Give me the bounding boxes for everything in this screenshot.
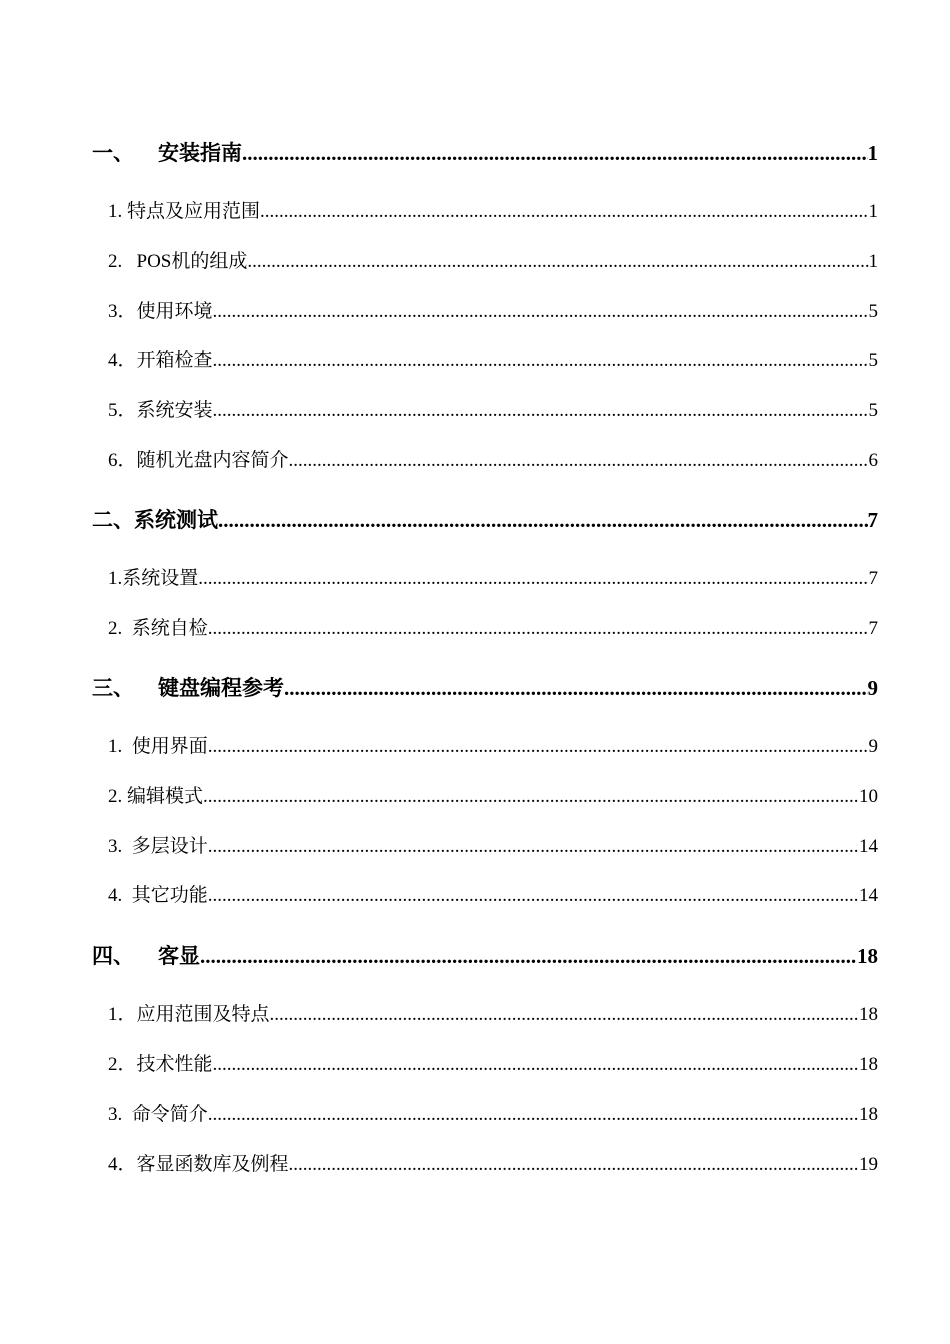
toc-page-number: 7 <box>867 508 878 532</box>
toc-item[interactable] <box>92 831 878 861</box>
toc-page-number: 5 <box>868 350 878 371</box>
toc-number: 5． <box>108 400 137 421</box>
toc-section-4[interactable] <box>92 940 878 970</box>
toc-item[interactable] <box>92 445 878 475</box>
dot-leader <box>213 400 869 422</box>
toc-item[interactable] <box>92 196 878 226</box>
toc-number: 3． <box>108 301 137 322</box>
toc-number: 四、 <box>92 944 134 968</box>
toc-title: 随机光盘内容简介 <box>136 450 289 471</box>
dot-leader <box>289 450 869 472</box>
toc-number: 2. <box>108 786 127 807</box>
toc-title: 技术性能 <box>136 1054 213 1075</box>
dot-leader <box>247 251 868 273</box>
dot-leader <box>218 508 868 533</box>
toc-number: 3. <box>108 836 132 857</box>
dot-leader <box>208 618 869 640</box>
toc-title: 系统自检 <box>131 618 208 639</box>
toc-item[interactable] <box>92 1099 878 1129</box>
toc-section-2[interactable] <box>92 504 878 534</box>
toc-title: 编辑模式 <box>127 786 204 807</box>
toc-title: 使用界面 <box>131 736 208 757</box>
toc-number: 3. <box>108 1104 132 1125</box>
toc-page-number: 5 <box>868 301 878 322</box>
toc-number: 4． <box>108 1154 137 1175</box>
toc-item[interactable] <box>92 613 878 643</box>
toc-page-number: 18 <box>859 1054 878 1075</box>
dot-leader <box>213 1054 859 1076</box>
dot-leader <box>213 301 869 323</box>
dot-leader <box>242 141 868 166</box>
toc-number: 1. <box>108 736 132 757</box>
toc-page-number: 14 <box>859 836 878 857</box>
toc-number: 1. <box>108 201 127 222</box>
toc-item[interactable] <box>92 395 878 425</box>
dot-leader <box>270 1004 859 1026</box>
toc-item[interactable] <box>92 880 878 910</box>
toc-title: 开箱检查 <box>136 350 213 371</box>
toc-title: 命令简介 <box>131 1104 208 1125</box>
toc-page-number: 18 <box>857 944 878 968</box>
toc-number: 1． <box>108 1004 137 1025</box>
toc-page-number: 7 <box>868 618 878 639</box>
dot-leader <box>208 736 869 758</box>
toc-title: 客显函数库及例程 <box>136 1154 289 1175</box>
toc-title: 应用范围及特点 <box>136 1004 270 1025</box>
toc-title: 其它功能 <box>131 885 208 906</box>
dot-leader <box>203 786 859 808</box>
toc-title: 多层设计 <box>131 836 208 857</box>
dot-leader <box>200 944 857 969</box>
toc-number: 2． <box>108 1054 137 1075</box>
toc-page-number: 1 <box>867 141 878 165</box>
dot-leader <box>213 350 869 372</box>
toc-item[interactable] <box>92 781 878 811</box>
toc-item[interactable] <box>92 246 878 276</box>
toc-page-number: 1 <box>868 201 878 222</box>
dot-leader <box>260 201 868 223</box>
dot-leader <box>208 885 859 907</box>
toc-number: 6． <box>108 450 137 471</box>
toc-number: 4. <box>108 885 132 906</box>
toc-page-number: 9 <box>868 736 878 757</box>
toc-page-number: 9 <box>867 676 878 700</box>
toc-page-number: 5 <box>868 400 878 421</box>
toc-title: 键盘编程参考 <box>158 676 284 700</box>
toc-item[interactable] <box>92 1049 878 1079</box>
dot-leader <box>284 676 868 701</box>
toc-item[interactable] <box>92 563 878 593</box>
toc-number: 1. <box>108 568 123 589</box>
toc-page-number: 6 <box>868 450 878 471</box>
toc-title: 客显 <box>158 944 200 968</box>
toc-number: 一、 <box>92 141 134 165</box>
toc-page-number: 7 <box>868 568 878 589</box>
toc-page-number: 19 <box>859 1154 878 1175</box>
toc-title: 安装指南 <box>158 141 242 165</box>
toc-number: 4． <box>108 350 137 371</box>
toc-number: 2. <box>108 618 132 639</box>
toc-item[interactable] <box>92 1149 878 1179</box>
toc-section-1[interactable] <box>92 137 878 167</box>
dot-leader <box>208 836 859 858</box>
toc-number: 三、 <box>92 676 134 700</box>
toc-item[interactable] <box>92 731 878 761</box>
dot-leader <box>208 1104 859 1126</box>
toc-page-number: 10 <box>859 786 878 807</box>
toc-title: 系统设置 <box>122 568 199 589</box>
toc-title: 二、系统测试 <box>92 508 218 532</box>
toc-title: 系统安装 <box>136 400 213 421</box>
toc-item[interactable] <box>92 296 878 326</box>
toc-item[interactable] <box>92 345 878 375</box>
toc-item[interactable] <box>92 999 878 1029</box>
dot-leader <box>198 568 868 590</box>
toc-page-number: 18 <box>859 1104 878 1125</box>
toc-section-3[interactable] <box>92 672 878 702</box>
toc-number: 2. <box>108 251 137 272</box>
toc-page-number: 1 <box>868 251 878 272</box>
toc-title: POS机的组成 <box>136 251 248 272</box>
toc-title: 特点及应用范围 <box>127 201 261 222</box>
dot-leader <box>289 1154 859 1176</box>
toc-title: 使用环境 <box>136 301 213 322</box>
toc-page-number: 18 <box>859 1004 878 1025</box>
toc-page-number: 14 <box>859 885 878 906</box>
